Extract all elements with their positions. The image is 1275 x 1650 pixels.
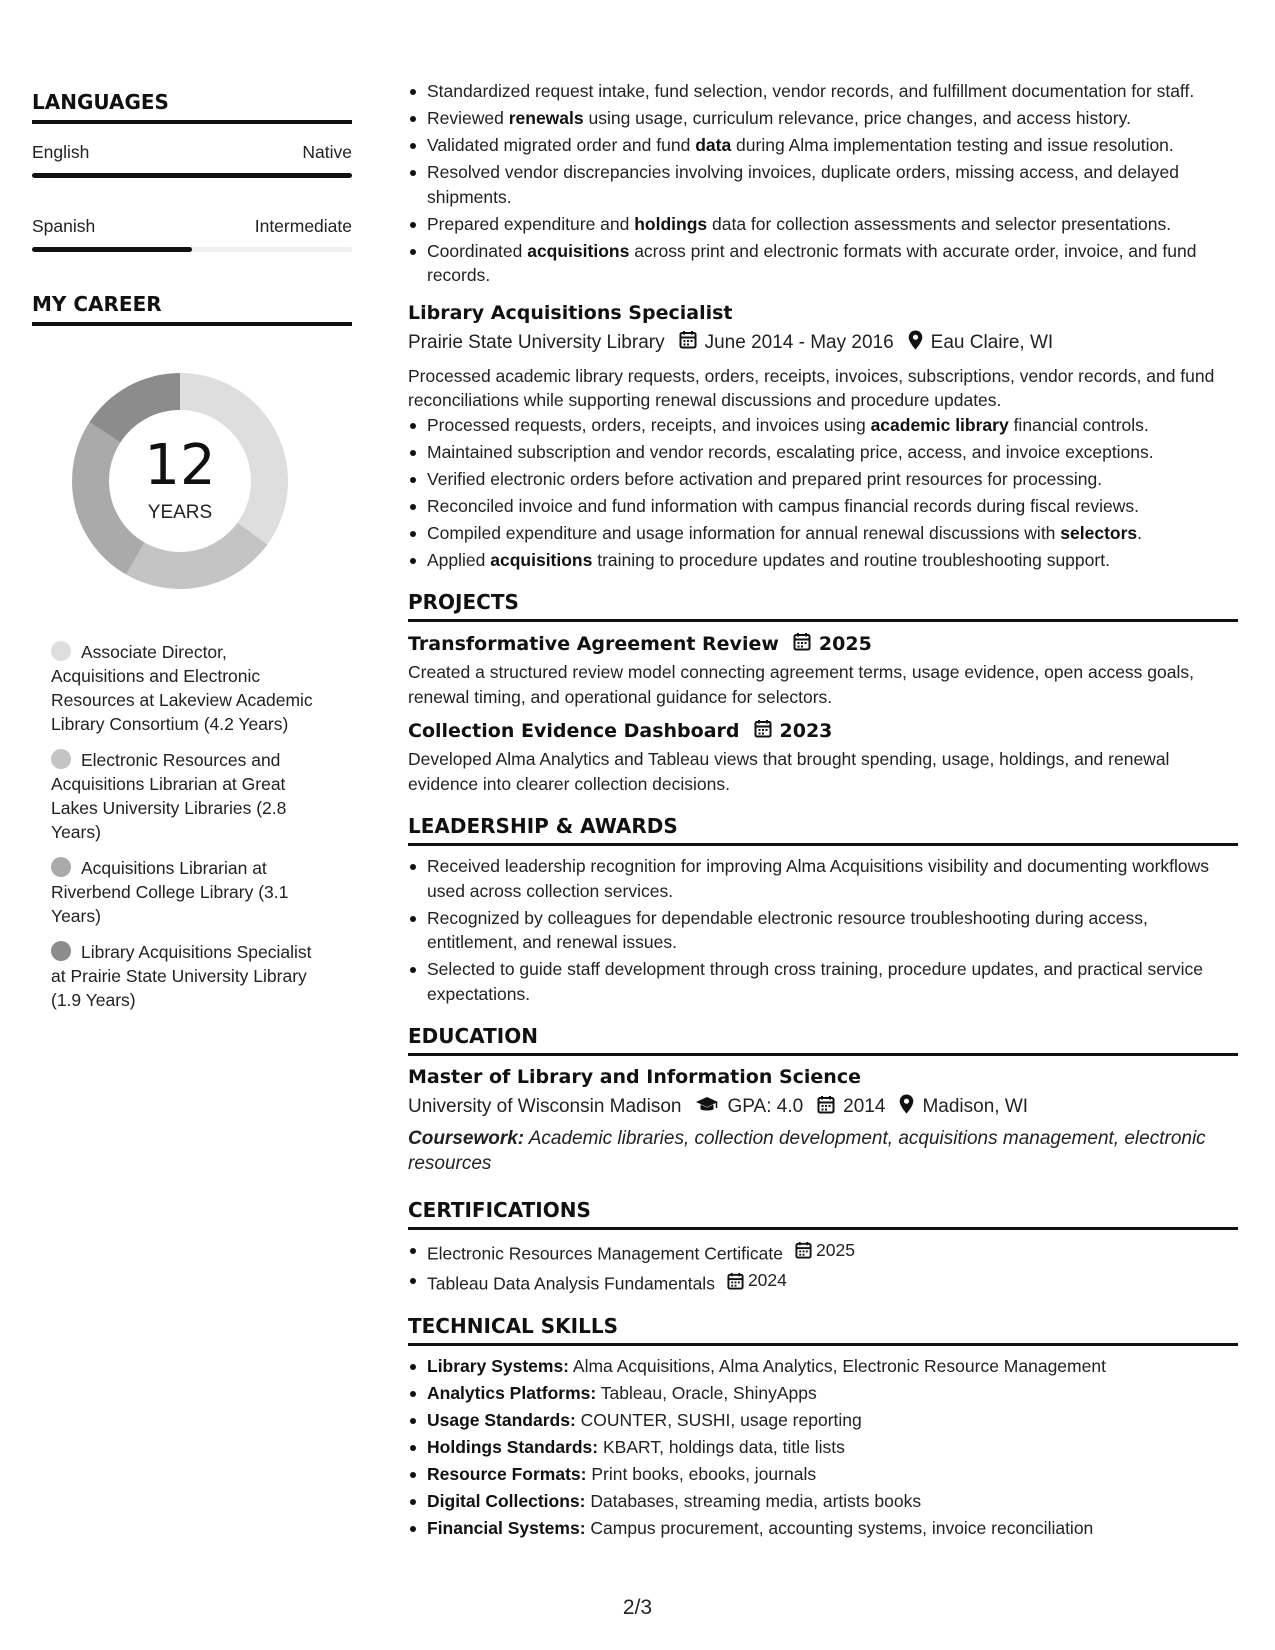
project-name: Transformative Agreement Review [408, 633, 779, 655]
left-column [32, 90, 352, 1024]
calendar-icon [679, 330, 697, 355]
education-degree: Master of Library and Information Science [408, 1066, 861, 1088]
education-location: Madison, WI [922, 1096, 1029, 1117]
career-legend [51, 640, 321, 1012]
bullet-item: Received leadership recognition for improving Alma Acquisitions visibility and documenting workflows used across collection services. [408, 854, 1238, 903]
skill-value: Databases, streaming media, artists books [590, 1491, 922, 1511]
project-item [408, 632, 1238, 709]
skill-value: Alma Acquisitions, Alma Analytics, Electronic Resource Management [572, 1356, 1106, 1376]
legend-dot-icon [51, 749, 71, 769]
calendar-icon [727, 1272, 744, 1290]
language-item [32, 216, 352, 252]
career-heading: MY CAREER [32, 292, 352, 326]
language-proficiency-fill [32, 247, 192, 252]
legend-dot-icon [51, 941, 71, 961]
skill-item [408, 1489, 1238, 1514]
career-total-label: YEARS [147, 502, 213, 523]
bullet-item: Maintained subscription and vendor records, escalating price, access, and invoice exceptions. [408, 440, 1238, 465]
job-dates: June 2014 - May 2016 [704, 331, 894, 353]
certification-item [408, 1268, 1238, 1296]
education-coursework [408, 1126, 1238, 1176]
skill-value: KBART, holdings data, title lists [603, 1437, 845, 1457]
coursework-label: Coursework: [408, 1128, 525, 1149]
language-item [32, 142, 352, 178]
job-employer: Prairie State University Library [408, 331, 665, 353]
language-level: Native [302, 142, 352, 162]
donut-center [65, 366, 295, 596]
language-proficiency-fill [32, 173, 352, 178]
language-level: Intermediate [254, 216, 352, 236]
skill-label: Financial Systems: [427, 1518, 586, 1538]
bullet-item: Reviewed renewals using usage, curriculum relevance, price changes, and access history. [408, 106, 1238, 131]
bullet-item: Reconciled invoice and fund information with campus financial records during fiscal reviews. [408, 494, 1238, 519]
project-year: 2023 [779, 720, 833, 742]
job-bullets [408, 413, 1238, 573]
previous-job-bullets [408, 79, 1238, 288]
skill-item [408, 1462, 1238, 1487]
language-name: Spanish [32, 216, 96, 236]
certifications-list [408, 1238, 1238, 1296]
career-donut-chart [65, 366, 295, 596]
page-number: 2/3 [622, 1596, 653, 1619]
leadership-heading: LEADERSHIP & AWARDS [408, 814, 1238, 846]
skill-value: Print books, ebooks, journals [591, 1464, 817, 1484]
skills-list [408, 1354, 1238, 1541]
legend-label: Acquisitions Librarian at Riverbend College Library (3.1 Years) [51, 858, 289, 926]
graduation-cap-icon [695, 1096, 719, 1119]
calendar-icon [754, 719, 772, 743]
skill-label: Analytics Platforms: [427, 1383, 597, 1403]
certification-name: Tableau Data Analysis Fundamentals [427, 1273, 715, 1294]
location-pin-icon [899, 1094, 914, 1120]
education-meta [408, 1094, 1238, 1120]
career-legend-item [51, 940, 321, 1012]
skill-item [408, 1516, 1238, 1541]
job-summary: Processed academic library requests, orders, receipts, invoices, subscriptions, vendor records, and fund reconciliations while supporting renewal discussions and procedure updates. [408, 365, 1215, 410]
skill-item [408, 1408, 1238, 1433]
calendar-icon [795, 1241, 812, 1259]
project-item [408, 719, 1238, 796]
location-pin-icon [908, 330, 923, 356]
bullet-item: Compiled expenditure and usage information for annual renewal discussions with selectors. [408, 521, 1238, 546]
legend-label: Library Acquisitions Specialist at Prairie State University Library (1.9 Years) [51, 942, 312, 1010]
skill-value: COUNTER, SUSHI, usage reporting [580, 1410, 862, 1430]
certification-year: 2025 [816, 1240, 855, 1260]
education-heading: EDUCATION [408, 1024, 1238, 1056]
career-legend-item [51, 856, 321, 928]
skill-label: Digital Collections: [427, 1491, 586, 1511]
skill-label: Holdings Standards: [427, 1437, 599, 1457]
job-meta [408, 330, 1238, 356]
legend-dot-icon [51, 857, 71, 877]
skill-label: Usage Standards: [427, 1410, 576, 1430]
calendar-icon [817, 1095, 835, 1120]
legend-label: Electronic Resources and Acquisitions Librarian at Great Lakes University Libraries (2.8 Years) [51, 750, 287, 842]
skill-item [408, 1354, 1238, 1379]
languages-heading: LANGUAGES [32, 90, 352, 124]
projects-heading: PROJECTS [408, 590, 1238, 622]
skills-heading: TECHNICAL SKILLS [408, 1314, 1238, 1346]
job-location: Eau Claire, WI [930, 331, 1054, 353]
education-school: University of Wisconsin Madison [408, 1096, 682, 1117]
skill-item [408, 1381, 1238, 1406]
skill-label: Library Systems: [427, 1356, 570, 1376]
bullet-item: Validated migrated order and fund data during Alma implementation testing and issue resolution. [408, 133, 1238, 158]
skill-label: Resource Formats: [427, 1464, 587, 1484]
education-gpa: GPA: 4.0 [727, 1096, 804, 1117]
language-proficiency-bar [32, 247, 352, 252]
project-year: 2025 [818, 633, 872, 655]
career-total-years: 12 [144, 433, 216, 498]
bullet-item: Resolved vendor discrepancies involving invoices, duplicate orders, missing access, and delayed shipments. [408, 160, 1238, 209]
legend-dot-icon [51, 641, 71, 661]
bullet-item: Verified electronic orders before activation and prepared print resources for processing. [408, 467, 1238, 492]
education-year: 2014 [843, 1096, 886, 1117]
certification-year: 2024 [747, 1270, 787, 1291]
language-name: English [32, 142, 90, 162]
bullet-item: Processed requests, orders, receipts, and invoices using academic library financial controls. [408, 413, 1238, 438]
project-name: Collection Evidence Dashboard [408, 720, 740, 742]
legend-label: Associate Director, Acquisitions and Electronic Resources at Lakeview Academic Library Consortium (4.2 Years) [51, 642, 313, 734]
bullet-item: Prepared expenditure and holdings data for collection assessments and selector presentations. [408, 212, 1238, 237]
bullet-item: Recognized by colleagues for dependable electronic resource troubleshooting during access, entitlement, and renewal issues. [408, 906, 1238, 955]
language-proficiency-bar [32, 173, 352, 178]
skill-value: Campus procurement, accounting systems, invoice reconciliation [590, 1518, 1094, 1538]
languages-list [32, 142, 352, 252]
calendar-icon [793, 632, 811, 656]
project-description: Created a structured review model connecting agreement terms, usage evidence, open access goals, renewal timing, and operational guidance for selectors. [408, 662, 1194, 707]
career-legend-item [51, 748, 321, 844]
coursework-text: Academic libraries, collection development, acquisitions management, electronic resources [408, 1128, 1206, 1174]
certification-name: Electronic Resources Management Certificate [427, 1243, 783, 1264]
bullet-item: Coordinated acquisitions across print and electronic formats with accurate order, invoice, and fund records. [408, 239, 1238, 288]
certifications-heading: CERTIFICATIONS [408, 1198, 1238, 1230]
career-legend-item [51, 640, 321, 736]
certification-item [408, 1238, 1238, 1266]
right-column [408, 79, 1238, 1543]
skill-item [408, 1435, 1238, 1460]
bullet-item: Applied acquisitions training to procedure updates and routine troubleshooting support. [408, 548, 1238, 573]
project-description: Developed Alma Analytics and Tableau views that brought spending, usage, holdings, and renewal evidence into clearer collection decisions. [408, 749, 1170, 794]
bullet-item: Standardized request intake, fund selection, vendor records, and fulfillment documentation for staff. [408, 79, 1238, 104]
skill-value: Tableau, Oracle, ShinyApps [600, 1383, 817, 1403]
leadership-bullets [408, 854, 1238, 1006]
job-title: Library Acquisitions Specialist [408, 301, 733, 324]
bullet-item: Selected to guide staff development through cross training, procedure updates, and practical service expectations. [408, 957, 1238, 1006]
